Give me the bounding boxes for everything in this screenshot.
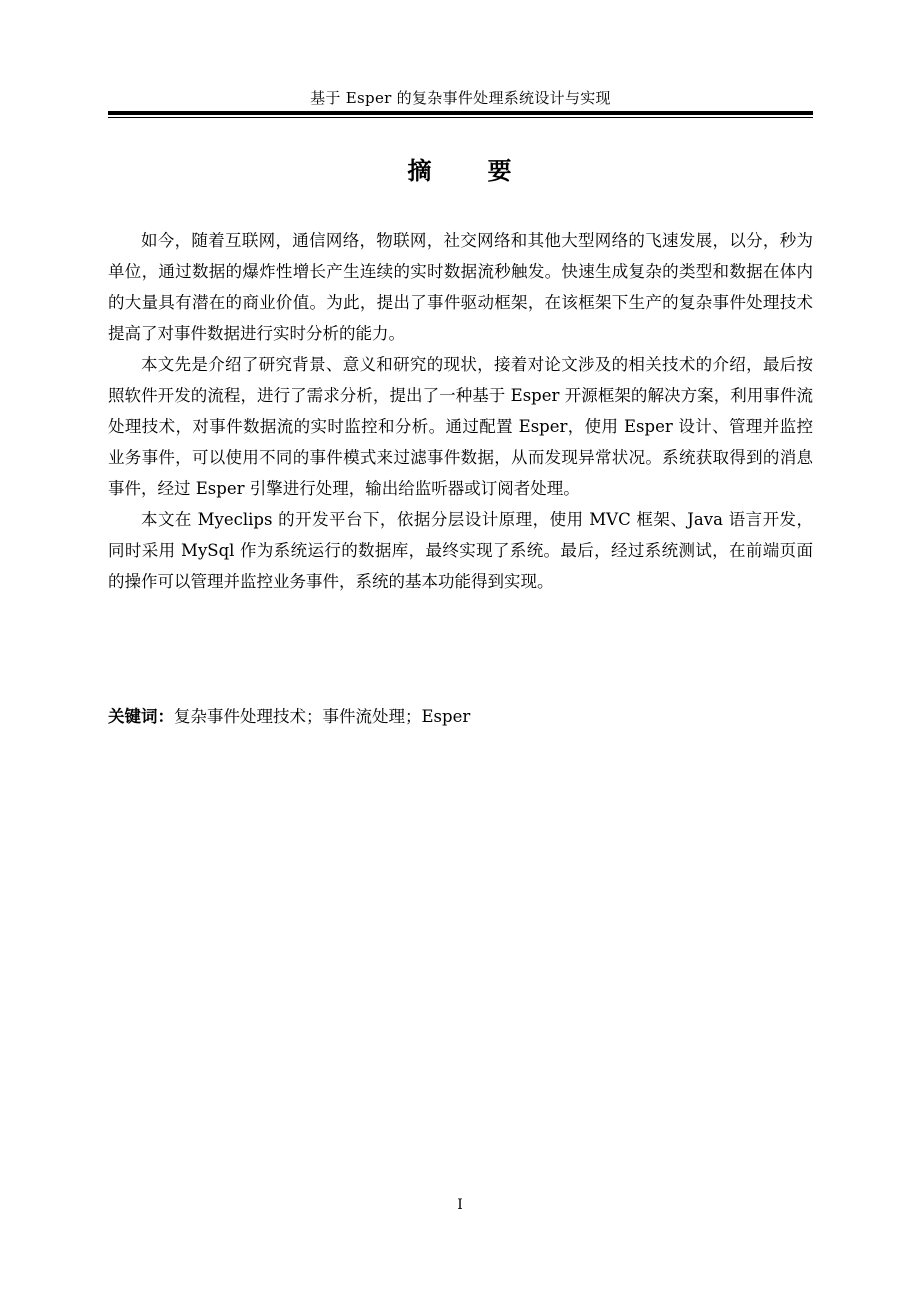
abstract-title-part1: 摘 — [407, 157, 434, 185]
abstract-body — [108, 225, 813, 597]
abstract-paragraph-3: 本文在 Myeclips 的开发平台下，依据分层设计原理，使用 MVC 框架、Java 语言开发，同时采用 MySql 作为系统运行的数据库，最终实现了系统。最后，经过系统测试，在前端页面的操作可以管理并监控业务事件，系统的基本功能得到实现。 — [108, 510, 813, 591]
header-rule-thick — [108, 111, 813, 115]
page-number: I — [457, 1197, 463, 1213]
abstract-title-part2: 要 — [487, 157, 514, 185]
keywords-line — [108, 701, 813, 732]
keywords-text: 复杂事件处理技术；事件流处理；Esper — [174, 707, 471, 726]
header-rule-thin — [108, 117, 813, 118]
running-header: 基于 Esper 的复杂事件处理系统设计与实现 — [310, 89, 611, 107]
abstract-paragraph-1: 如今，随着互联网，通信网络，物联网，社交网络和其他大型网络的飞速发展，以分，秒为单位，通过数据的爆炸性增长产生连续的实时数据流秒触发。快速生成复杂的类型和数据在体内的大量具有潜在的商业价值。为此，提出了事件驱动框架，在该框架下生产的复杂事件处理技术提高了对事件数据进行实时分析的能力。 — [108, 231, 813, 343]
abstract-paragraph-2: 本文先是介绍了研究背景、意义和研究的现状，接着对论文涉及的相关技术的介绍，最后按照软件开发的流程，进行了需求分析，提出了一种基于 Esper 开源框架的解决方案，利用事件流处理技术，对事件数据流的实时监控和分析。通过配置 Esper，使用 Esper 设计、管理并监控业务事件，可以使用不同的事件模式来过滤事件数据，从而发现异常状况。系统获取得到的消息事件，经过 Esper 引擎进行处理，输出给监听器或订阅者处理。 — [108, 355, 813, 498]
abstract-title — [108, 153, 813, 189]
keywords-label: 关键词： — [108, 707, 174, 726]
